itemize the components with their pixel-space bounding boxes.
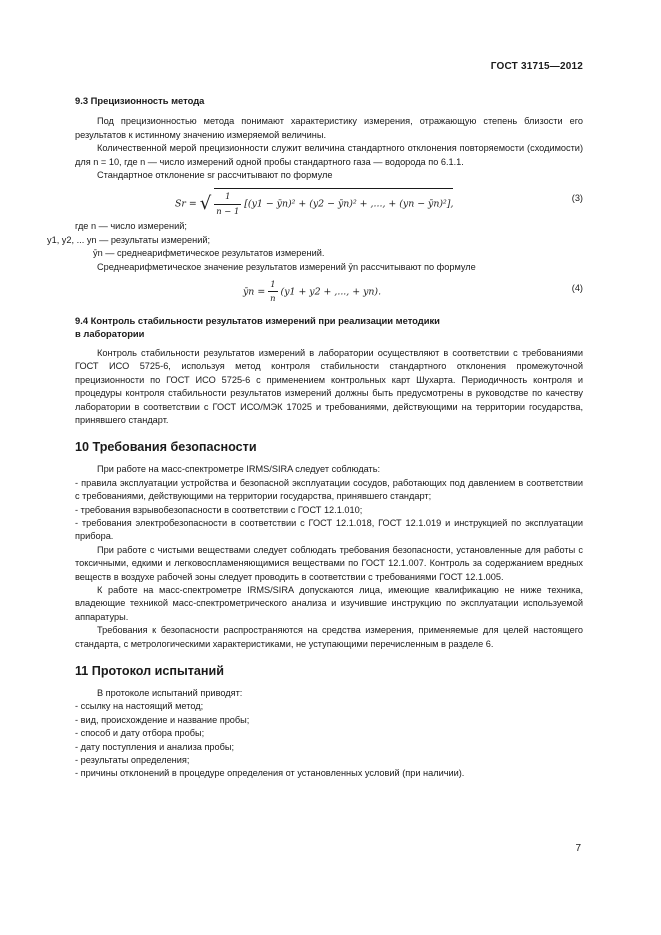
fraction-denominator: n − 1 xyxy=(216,205,240,216)
list-item: - ссылку на настоящий метод; xyxy=(75,701,204,712)
paragraph: В протоколе испытаний приводят: xyxy=(97,688,243,698)
list-item: - вид, происхождение и название пробы; xyxy=(75,714,250,725)
section-9-4-title: 9.4 Контроль стабильности результатов измерений при реализации методики xyxy=(75,315,440,327)
list-item: - дату поступления и анализа пробы; xyxy=(75,741,235,752)
paragraph: Количественной мерой прецизионности служит величина стандартного отклонения повторяемости (сходимости) для n = 10, где n — число измерений одной пробы стандартного газа — водорода по 6.1.1. xyxy=(75,143,583,167)
fraction-denominator: n xyxy=(270,293,276,304)
section-11-title: 11 Протокол испытаний xyxy=(75,664,225,678)
list-item: - требования взрывобезопасности в соответствии с ГОСТ 12.1.010; xyxy=(75,504,363,515)
paragraph: Под прецизионностью метода понимают характеристику измерения, отражающую степень близости его результатов к истинному значению измеряемой величины. xyxy=(75,116,583,140)
page-content xyxy=(47,94,583,781)
legend-line: y1, y2, ... yn — результаты измерений; xyxy=(47,234,211,245)
section-10-title: 10 Требования безопасности xyxy=(75,440,257,455)
protocol-list xyxy=(75,700,583,780)
document-id: ГОСТ 31715—2012 xyxy=(490,61,583,72)
page-number: 7 xyxy=(575,843,581,854)
list-item: - результаты определения; xyxy=(75,755,190,766)
list-item: - способ и дату отбора пробы; xyxy=(75,728,205,739)
formula-lhs: ȳn = xyxy=(243,286,266,298)
paragraph: Контроль стабильности результатов измерений в лаборатории осуществляют в соответствии с требованиями ГОСТ ИСО 5725-6, используя метод контроля стабильности стандартного отклонения промежуточной прецизионности по ГОСТ ИСО 5725-6 с применением контрольных карт Шухарта. Периодичность контроля и процедуры контроля стабильности результатов измерений должны быть предусмотрены в руководстве по качеству лаборатории в соответствии с ГОСТ ИСО/МЭК 17025 и требованиями, действующими на территории государства, принявшего стандарт. xyxy=(75,347,583,425)
paragraph: Стандартное отклонение sr рассчитывают по формуле xyxy=(97,170,333,181)
list-item: - причины отклонений в процедуре определения от установленных условий (при наличии). xyxy=(75,768,465,779)
formula-lhs: Sr = xyxy=(175,198,197,210)
formula-body: [(y1 − ȳn)² + (y2 − ȳn)² + ,..., + (yn − ȳn)²], xyxy=(244,198,454,210)
formula-3 xyxy=(75,182,583,218)
paragraph: Среднеарифметическое значение результатов измерений ȳn рассчитывают по формуле xyxy=(97,261,476,272)
fraction xyxy=(268,278,277,306)
paragraph: При работе с чистыми веществами следует соблюдать требования безопасности, установленные для работы с токсичными, едкими и легковоспламеняющимися веществами по ГОСТ 12.1.007. Контроль за содержанием вредных веществ в воздухе рабочей зоны следует проводить в соответствии с требованиями ГОСТ 12.1.005. xyxy=(75,544,583,582)
section-9-3-title: 9.3 Прецизионность метода xyxy=(75,95,205,106)
fraction-numerator: 1 xyxy=(214,190,241,204)
formula-number: (3) xyxy=(571,193,583,204)
formula-4 xyxy=(75,274,583,304)
legend-line: ȳn — среднеарифметическое результатов измерений. xyxy=(93,248,325,259)
sqrt-sign: √ xyxy=(199,193,212,215)
paragraph: Требования к безопасности распространяются на средства измерения, применяемые для целей настоящего стандарта, с метрологическими характеристиками, не уступающими перечисленным в разделе 6. xyxy=(75,625,583,649)
list-item: - правила эксплуатации устройства и безопасной эксплуатации сосудов, работающих под давлением в соответствии с требованиями, действующими на территории государства, принявшего стандарт; xyxy=(75,477,583,502)
legend-line: где n — число измерений; xyxy=(75,221,187,232)
fraction xyxy=(214,190,241,218)
paragraph: При работе на масс-спектрометре IRMS/SIRA следует соблюдать: xyxy=(97,464,381,475)
formula-number: (4) xyxy=(571,283,583,294)
fraction-numerator: 1 xyxy=(268,278,277,292)
sqrt-body xyxy=(214,188,453,218)
formula-body: (y1 + y2 + ,..., + yn). xyxy=(280,286,382,298)
section-9-4-title-cont: в лаборатории xyxy=(75,328,145,340)
paragraph: К работе на масс-спектрометре IRMS/SIRA допускаются лица, имеющие квалификацию не ниже техника, владеющие техникой масс-спектрометрического анализа и изучившие инструкцию по эксплуатации используемой аппаратуры. xyxy=(75,584,583,622)
list-item: - требования электробезопасности в соответствии с ГОСТ 12.1.018, ГОСТ 12.1.019 и инструкцией по эксплуатации прибора. xyxy=(75,517,583,542)
